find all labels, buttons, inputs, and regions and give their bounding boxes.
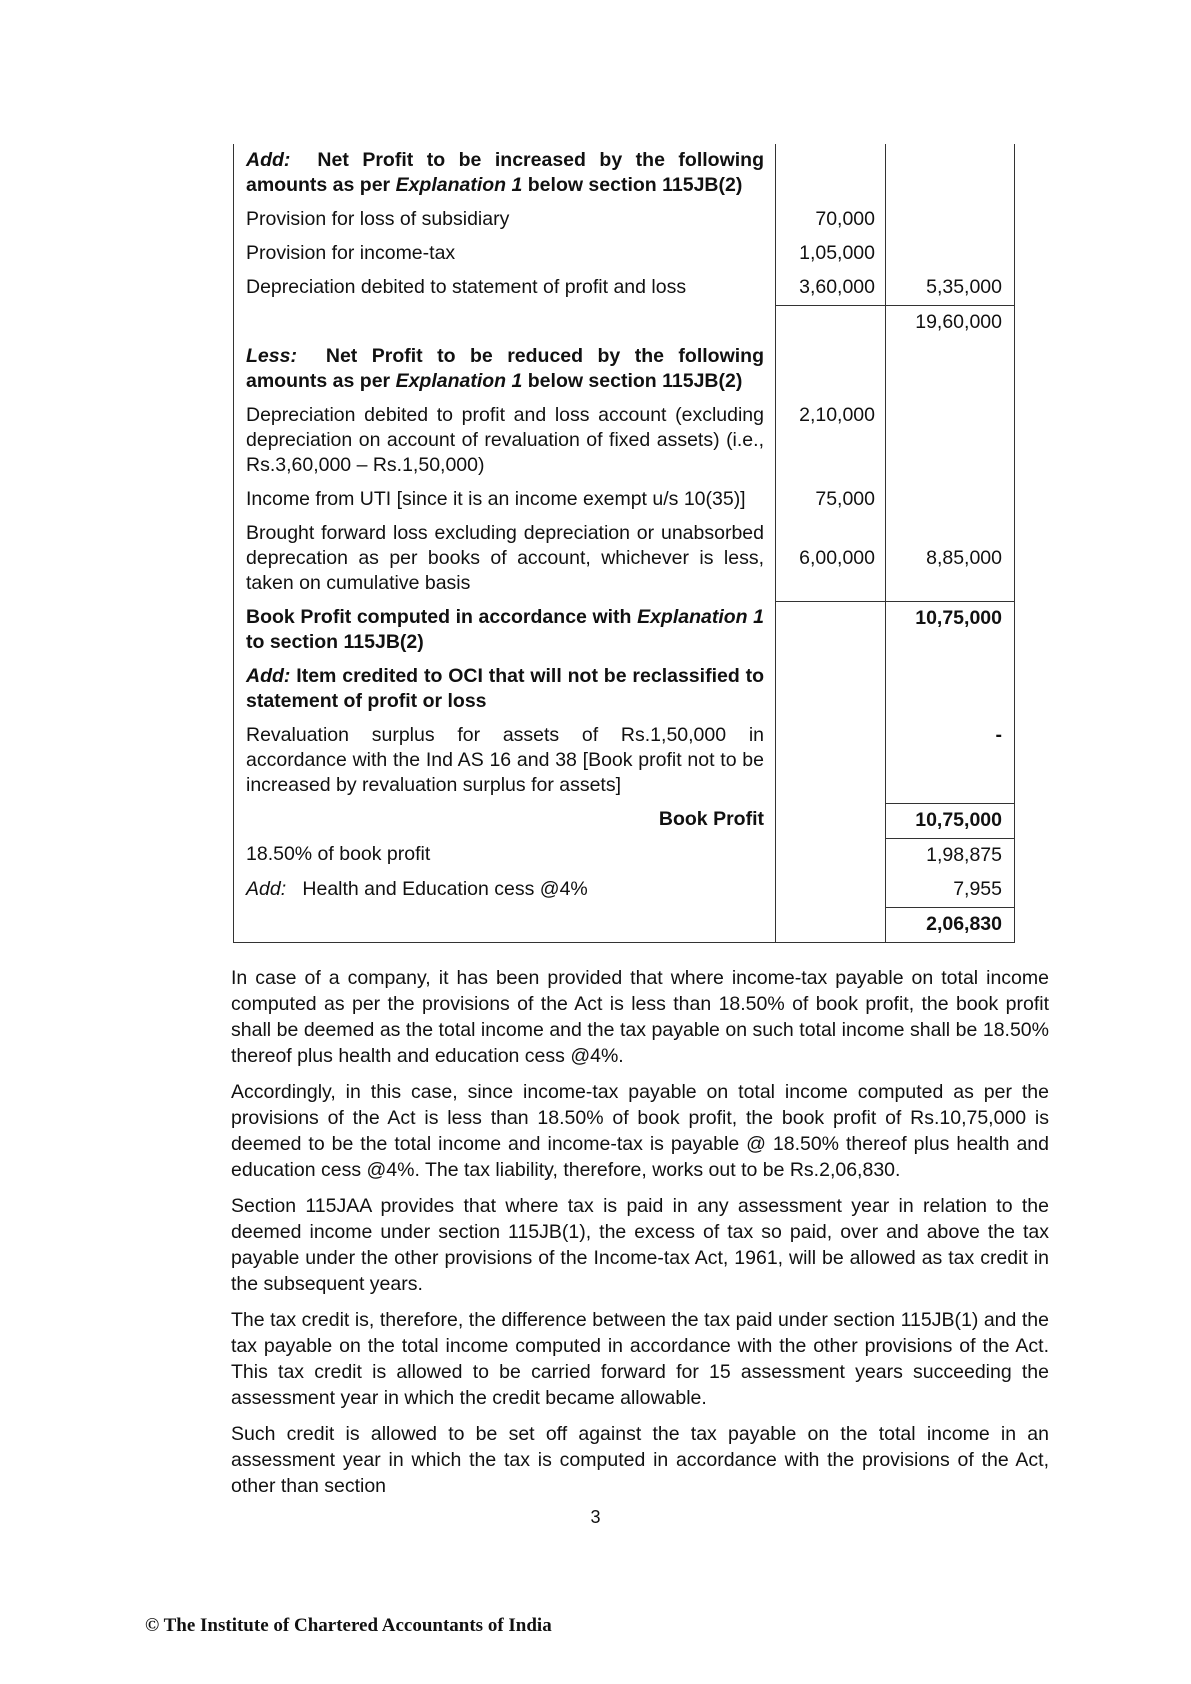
item-desc: Depreciation debited to statement of profit and loss [234,271,776,306]
revaluation-desc: Revaluation surplus for assets of Rs.1,50,000 in accordance with the Ind AS 16 and 38 [Book profit not to be increased by revaluation surplus for assets] [234,719,776,803]
cess-desc: Add: Health and Education cess @4% [234,873,776,908]
book-profit-expl-label: Book Profit computed in accordance with Explanation 1 to section 115JB(2) [234,601,776,660]
item-amount: 6,00,000 [776,517,886,601]
table-row [234,399,1015,483]
subtotal-value: 19,60,000 [886,306,1015,341]
item-desc: Provision for loss of subsidiary [234,203,776,237]
add-heading: Add: Net Profit to be increased by the following amounts as per Explanation 1 below section 115JB(2) [234,144,776,203]
tax-rate-total: 1,98,875 [886,838,1015,873]
item-amount: 3,60,000 [776,271,886,306]
grand-total: 2,06,830 [886,907,1015,942]
item-total [886,203,1015,237]
oci-heading-row [234,660,1015,719]
book-profit-row [234,803,1015,838]
item-desc: Depreciation debited to profit and loss account (excluding depreciation on account of revaluation of fixed assets) (i.e., Rs.3,60,000 – Rs.1,50,000) [234,399,776,483]
item-total: 5,35,000 [886,271,1015,306]
tax-rate-desc: 18.50% of book profit [234,838,776,873]
table-row [234,719,1015,803]
table-row [234,838,1015,873]
table-row [234,483,1015,517]
explanation-text [231,965,1049,1509]
cess-total: 7,955 [886,873,1015,908]
item-amount: 75,000 [776,483,886,517]
item-amount: 2,10,000 [776,399,886,483]
paragraph: Section 115JAA provides that where tax is paid in any assessment year in relation to the deemed income under section 115JB(1), the excess of tax so paid, over and above the tax payable under the other provisions of the Income-tax Act, 1961, will be allowed as tax credit in the subsequent years. [231,1195,1049,1295]
book-profit-table [233,144,1015,943]
paragraph: In case of a company, it has been provided that where income-tax payable on total income computed as per the provisions of the Act is less than 18.50% of book profit, the book profit shall be deemed as the total income and the tax payable on such total income shall be 18.50% thereof plus health and education cess @4%. [231,967,1049,1067]
table-row [234,873,1015,908]
item-desc: Provision for income-tax [234,237,776,271]
item-total [886,237,1015,271]
table-row [234,517,1015,601]
item-amount: 1,05,000 [776,237,886,271]
book-profit-expl-total: 10,75,000 [886,601,1015,660]
item-desc: Brought forward loss excluding depreciation or unabsorbed deprecation as per books of account, whichever is less, taken on cumulative basis [234,517,776,601]
book-profit-expl-row [234,601,1015,660]
paragraph: The tax credit is, therefore, the difference between the tax paid under section 115JB(1) and the tax payable on the total income computed in accordance with the other provisions of the Act. This tax credit is allowed to be carried forward for 15 assessment years succeeding the assessment year in which the credit became allowable. [231,1309,1049,1409]
add-heading-row [234,144,1015,203]
paragraph: Accordingly, in this case, since income-tax payable on total income computed as per the provisions of the Act is less than 18.50% of book profit, the book profit of Rs.10,75,000 is deemed to be the total income and income-tax is payable @ 18.50% thereof plus health and education cess @4%. The tax liability, therefore, works out to be Rs.2,06,830. [231,1081,1049,1181]
table-row [234,237,1015,271]
table-row [234,203,1015,237]
item-total: 8,85,000 [886,517,1015,601]
paragraph: Such credit is allowed to be set off against the tax payable on the total income in an assessment year in which the tax is computed in accordance with the provisions of the Act, other than section [231,1423,1049,1497]
subtotal-row [234,306,1015,341]
item-total [886,483,1015,517]
oci-heading: Add: Item credited to OCI that will not be reclassified to statement of profit or loss [234,660,776,719]
item-amount: 70,000 [776,203,886,237]
less-heading: Less: Net Profit to be reduced by the following amounts as per Explanation 1 below section 115JB(2) [234,340,776,399]
less-heading-row [234,340,1015,399]
item-total [886,399,1015,483]
revaluation-total: - [886,719,1015,803]
item-desc: Income from UTI [since it is an income exempt u/s 10(35)] [234,483,776,517]
book-profit-label: Book Profit [234,803,776,838]
table-row [234,271,1015,306]
page-number: 3 [590,1507,601,1527]
grand-total-row [234,907,1015,942]
footer-copyright: © The Institute of Chartered Accountants of India [145,1615,552,1636]
book-profit-total: 10,75,000 [886,803,1015,838]
